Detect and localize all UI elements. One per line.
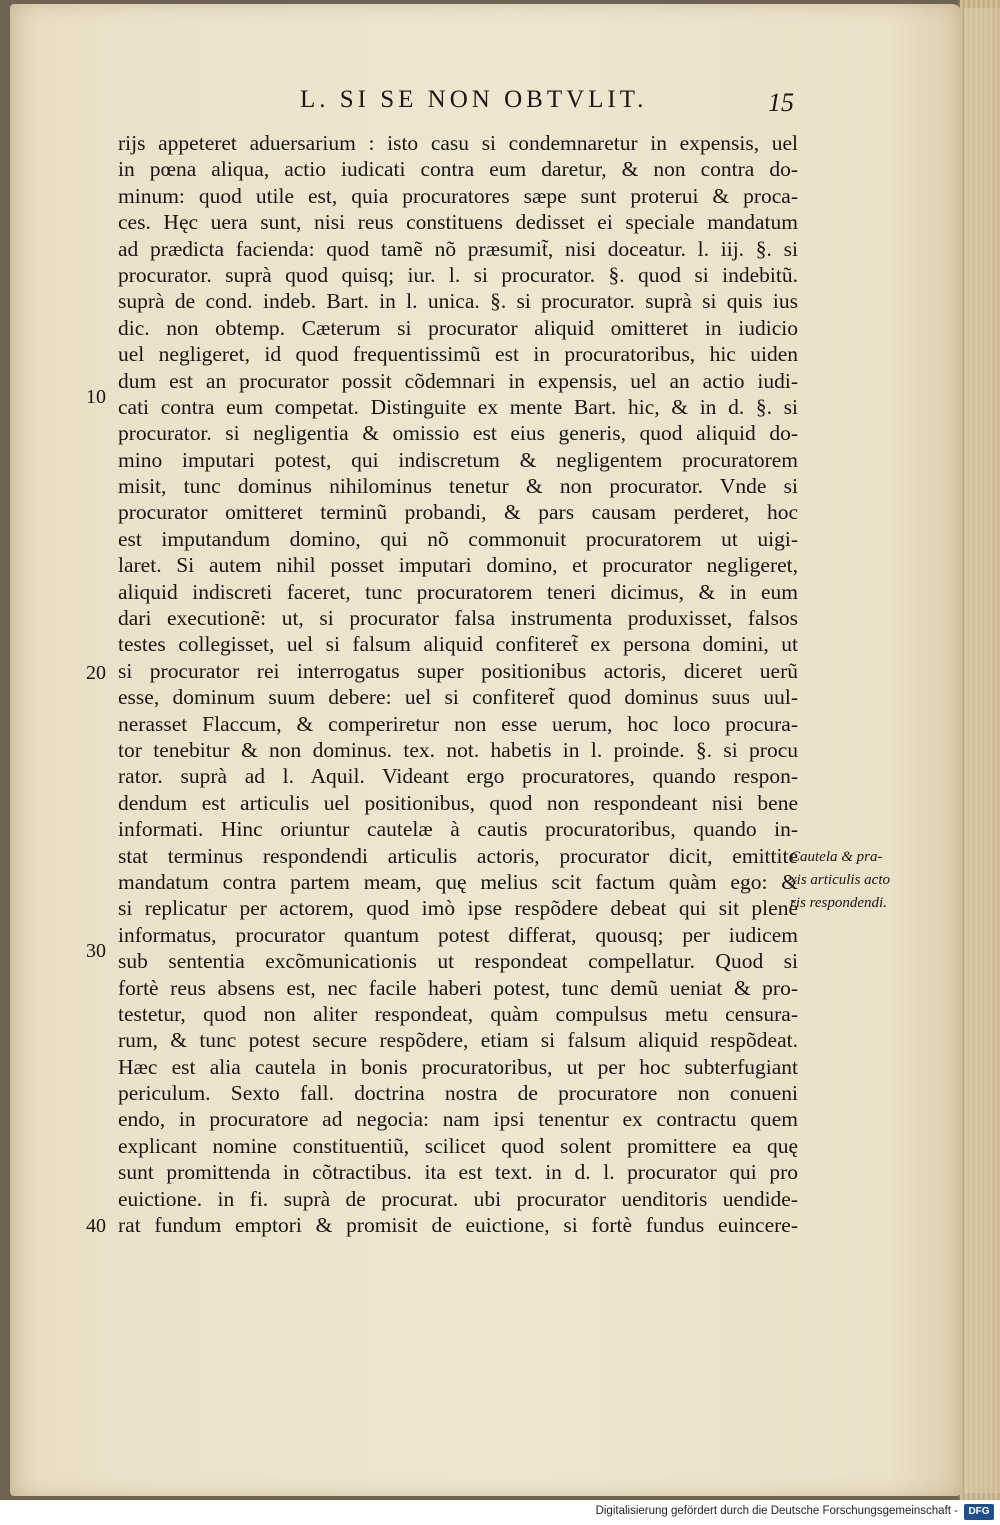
margin-note-line: ris respondendi.	[790, 895, 887, 911]
running-head: L. SI SE NON OBTVLIT.	[300, 86, 648, 113]
text-line: mandatum contra partem meam, quę melius scit factum quàm ego: &	[118, 869, 798, 894]
folio-number: 15	[768, 88, 794, 117]
text-line: mino imputari potest, qui indiscretum & negligentem procuratorem	[118, 447, 798, 472]
text-line: fortè reus absens est, nec facile haberi potest, tunc demũ ueniat & pro-	[118, 975, 798, 1000]
text-line: dum est an procurator possit cõdemnari in expensis, uel an actio iudi-	[118, 368, 798, 393]
text-line: suprà de cond. indeb. Bart. in l. unica. §. si procurator. suprà si quis ius	[118, 289, 798, 314]
line-number: 30	[86, 940, 106, 962]
text-line: sub sententia excõmunicationis ut respondeat compellatur. Quod si	[118, 949, 798, 974]
text-line: tor tenebitur & non dominus. tex. not. habetis in l. proinde. §. si procu	[118, 737, 798, 762]
text-line: si replicatur per actorem, quod imò ipse respõdere debeat qui sit plenè	[118, 896, 798, 921]
text-line: endo, in procuratore ad negocia: nam ipsi tenentur ex contractu quem	[118, 1107, 798, 1132]
text-line: sunt promittenda in cõtractibus. ita est text. in d. l. procurator qui pro	[118, 1160, 798, 1185]
text-line: euictione. in fi. suprà de procurat. ubi procurator uenditoris uendide-	[118, 1186, 798, 1211]
text-line: ad prædicta facienda: quod tamẽ nõ præsumit̃, nisi doceatur. l. iij. §. si	[118, 236, 798, 261]
margin-note	[790, 846, 910, 915]
text-line: dari executionẽ: ut, si procurator falsa instrumenta produxisset, falsos	[118, 606, 798, 631]
text-line: dic. non obtemp. Cæterum si procurator aliquid omitteret in iudicio	[118, 315, 798, 340]
dfg-logo: DFG	[964, 1504, 994, 1520]
text-line: rator. suprà ad l. Aquil. Videant ergo procuratores, quando respon-	[118, 764, 798, 789]
text-line: est imputandum domino, qui nõ commonuit procuratorem ut uigi-	[118, 526, 798, 551]
line-number: 40	[86, 1215, 106, 1237]
text-line: explicant nomine constituentiũ, scilicet quod solent promittere ea quę	[118, 1133, 798, 1158]
text-line: procurator. si negligentia & omissio est eius generis, quod aliquid do-	[118, 421, 798, 446]
footer-bar	[0, 1500, 1000, 1525]
line-number: 10	[86, 386, 106, 408]
text-line: periculum. Sexto fall. doctrina nostra de procuratore non conueni	[118, 1081, 798, 1106]
text-line: testes collegisset, uel si falsum aliquid confiteret̃ ex persona domini, ut	[118, 632, 798, 657]
text-line: aliquid indiscreti faceret, tunc procuratorem teneri dicimus, & in eum	[118, 579, 798, 604]
text-line: rum, & tunc potest secure respõdere, etiam si falsum aliquid respõdeat.	[118, 1028, 798, 1053]
book-edge-leaves	[958, 0, 1000, 1500]
text-line: laret. Si autem nihil posset imputari domino, et procurator negligeret,	[118, 553, 798, 578]
text-line: nerasset Flaccum, & comperiretur non esse uerum, hoc loco procura-	[118, 711, 798, 736]
line-number: 20	[86, 662, 106, 684]
funding-credit: Digitalisierung gefördert durch die Deutsche Forschungsgemeinschaft -	[595, 1505, 958, 1517]
body-text	[118, 130, 798, 1238]
text-line: rijs appeteret aduersarium : isto casu si condemnaretur in expensis, uel	[118, 131, 798, 155]
text-line: uel negligeret, id quod frequentissimũ est in procuratoribus, hic uiden	[118, 342, 798, 367]
text-line: si procurator rei interrogatus super positionibus actoris, diceret uerũ	[118, 658, 798, 683]
text-line: informati. Hinc oriuntur cautelæ à cautis procuratoribus, quando in-	[118, 817, 798, 842]
text-line: informatus, procurator quantum potest differat, quousq; per iudicem	[118, 922, 798, 947]
text-line: misit, tunc dominus nihilominus tenetur & non procurator. Vnde si	[118, 474, 798, 499]
text-line: Hæc est alia cautela in bonis procuratoribus, ut per hoc subterfugiant	[118, 1054, 798, 1079]
text-line: testetur, quod non aliter respondeat, quàm compulsus metu censura-	[118, 1001, 798, 1026]
text-line: rat fundum emptori & promisit de euictione, si fortè fundus euincere-	[118, 1213, 798, 1238]
text-line: minum: quod utile est, quia procuratores sæpe sunt proterui & proca-	[118, 183, 798, 208]
text-line: in pœna aliqua, actio iudicati contra eum daretur, & non contra do-	[118, 157, 798, 182]
text-line: ces. Hęc uera sunt, nisi reus constituens dedisset ei speciale mandatum	[118, 210, 798, 235]
text-line: procurator. suprà quod quisq; iur. l. si procurator. §. quod si indebitũ.	[118, 262, 798, 287]
text-line: esse, dominum suum debere: uel si confiteret̃ quod dominus suus uul-	[118, 685, 798, 710]
text-line: cati contra eum competat. Distinguite ex mente Bart. hic, & in d. §. si	[118, 394, 798, 419]
text-line: stat terminus respondendi articulis actoris, procurator dicit, emittite	[118, 843, 798, 868]
margin-note-line: Cautela & pra-	[790, 849, 883, 865]
margin-note-line: xis articulis acto	[790, 872, 890, 888]
text-line: dendum est articulis uel positionibus, quod non respondeant nisi bene	[118, 790, 798, 815]
text-line: procurator omitteret terminũ probandi, & pars causam perderet, hoc	[118, 500, 798, 525]
